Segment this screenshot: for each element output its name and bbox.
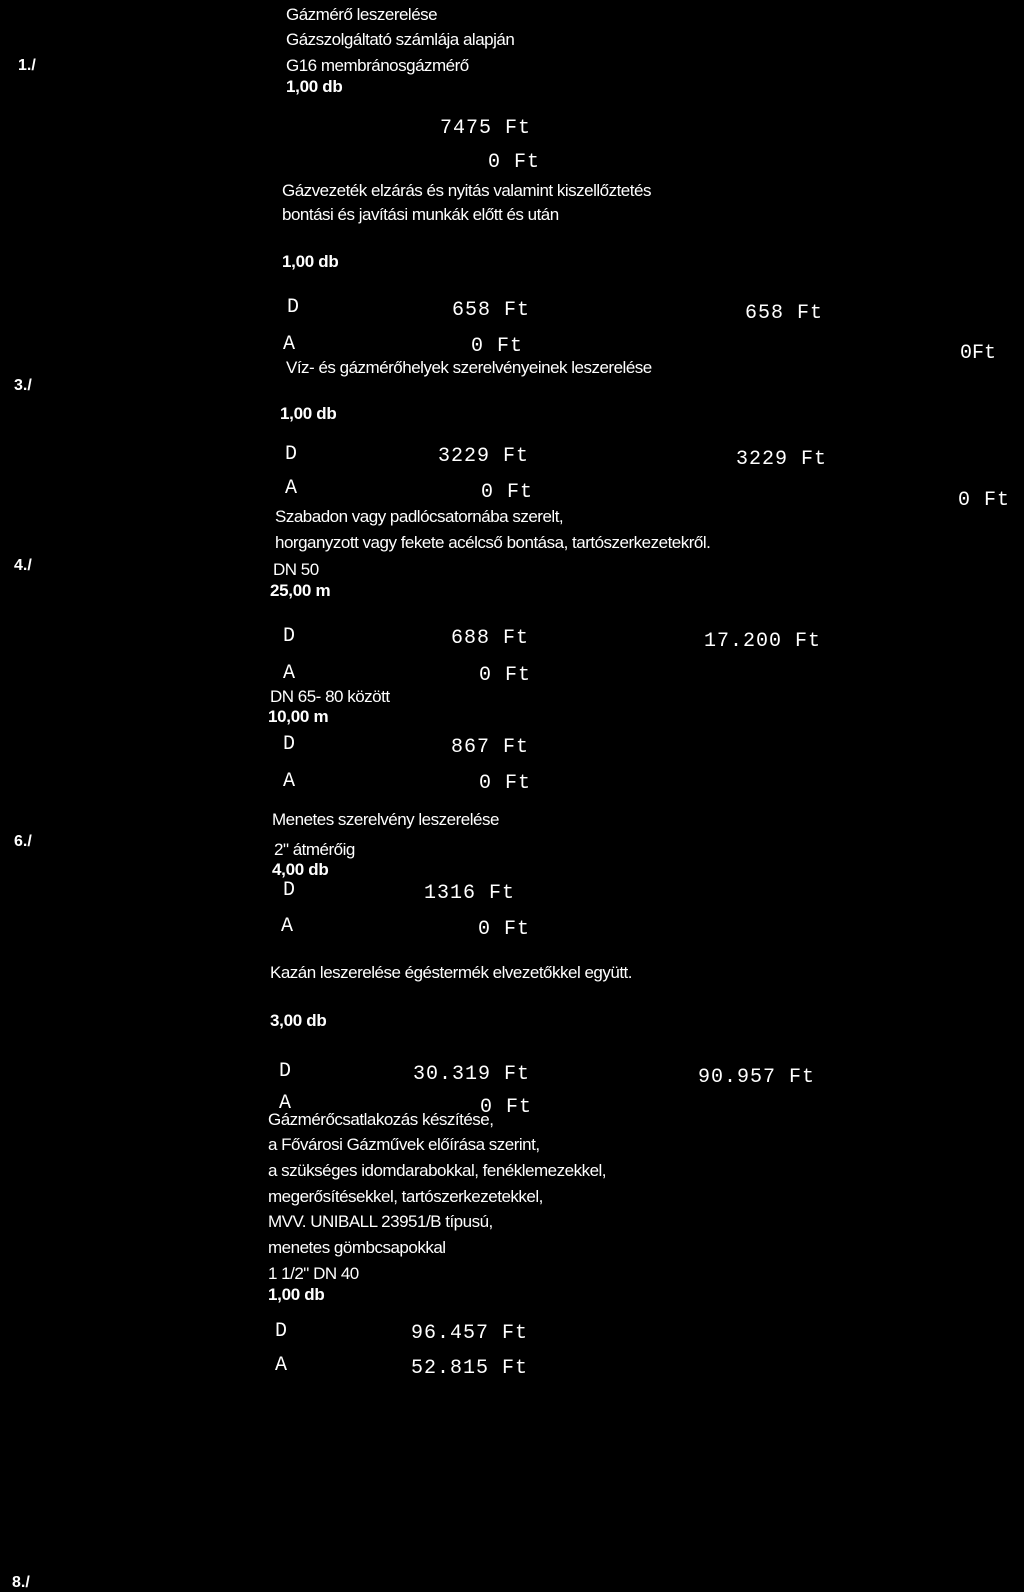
item5-dn: DN 65- 80 között — [270, 687, 390, 706]
item1-price-a: 0 Ft — [488, 151, 541, 174]
item4-quantity: 25,00 m — [270, 581, 331, 600]
item1-meter: G16 membránosgázmérő — [286, 56, 469, 75]
item1-subtitle: Gázszolgáltató számlája alapján — [286, 30, 515, 49]
item4-a-price: 0 Ft — [479, 664, 532, 687]
item4-a-label: A — [283, 662, 297, 685]
item8-description-line3: a szükséges idomdarabokkal, fenéklemezekkel, — [268, 1161, 607, 1180]
item7-d-price: 30.319 Ft — [413, 1063, 531, 1086]
item8-description-line5: MVV. UNIBALL 23951/B típusú, — [268, 1212, 493, 1231]
item2-d-label: D — [287, 296, 301, 319]
item2-d-total: 658 Ft — [745, 302, 824, 325]
item4-d-price: 688 Ft — [451, 627, 530, 650]
item3-a-total: 0 Ft — [958, 489, 1011, 512]
item3-d-label: D — [285, 443, 299, 466]
item4-d-total: 17.200 Ft — [704, 630, 822, 653]
item2-description-line1: Gázvezeték elzárás és nyitás valamint kiszellőztetés — [282, 181, 651, 200]
item4-dn: DN 50 — [273, 560, 319, 579]
item7-a-label: A — [279, 1092, 293, 1115]
item8-d-label: D — [275, 1320, 289, 1343]
item5-a-label: A — [283, 770, 297, 793]
item3-a-label: A — [285, 477, 299, 500]
item3-d-total: 3229 Ft — [736, 448, 828, 471]
item6-quantity: 4,00 db — [272, 860, 329, 879]
item2-a-price: 0 Ft — [471, 335, 524, 358]
item6-title: Menetes szerelvény leszerelése — [272, 810, 499, 829]
item3-a-price: 0 Ft — [481, 481, 534, 504]
item8-d-price: 96.457 Ft — [411, 1322, 529, 1345]
item6-a-label: A — [281, 915, 295, 938]
item6-d-price: 1316 Ft — [424, 882, 516, 905]
item-number-3: 3./ — [14, 377, 32, 394]
item3-quantity: 1,00 db — [280, 404, 337, 423]
item-number-4: 4./ — [14, 557, 32, 574]
item1-price-d: 7475 Ft — [440, 117, 532, 140]
item3-title: Víz- és gázmérőhelyek szerelvényeinek leszerelése — [286, 358, 652, 377]
item4-d-label: D — [283, 625, 297, 648]
item7-d-label: D — [279, 1060, 293, 1083]
item7-d-total: 90.957 Ft — [698, 1066, 816, 1089]
item8-description-line4: megerősítésekkel, tartószerkezetekkel, — [268, 1187, 543, 1206]
item8-description-line1: Gázmérőcsatlakozás készítése, — [268, 1110, 494, 1129]
item2-description-line2: bontási és javítási munkák előtt és után — [282, 205, 559, 224]
item1-title: Gázmérő leszerelése — [286, 5, 438, 24]
item3-d-price: 3229 Ft — [438, 445, 530, 468]
item8-a-price: 52.815 Ft — [411, 1357, 529, 1380]
item8-size: 1 1/2" DN 40 — [268, 1264, 359, 1283]
item2-a-label: A — [283, 333, 297, 356]
item7-title: Kazán leszerelése égéstermék elvezetőkkel együtt. — [270, 963, 632, 982]
item5-d-label: D — [283, 733, 297, 756]
item5-a-price: 0 Ft — [479, 772, 532, 795]
item-number-1: 1./ — [18, 57, 36, 74]
item1-quantity: 1,00 db — [286, 77, 343, 96]
item2-d-price: 658 Ft — [452, 299, 531, 322]
item2-a-total: 0Ft — [960, 342, 997, 365]
item6-d-label: D — [283, 879, 297, 902]
item6-size: 2" átmérőig — [274, 840, 355, 859]
item8-description-line6: menetes gömbcsapokkal — [268, 1238, 446, 1257]
item4-description-line1: Szabadon vagy padlócsatornába szerelt, — [275, 507, 564, 526]
item7-quantity: 3,00 db — [270, 1011, 327, 1030]
item6-a-price: 0 Ft — [478, 918, 531, 941]
item5-d-price: 867 Ft — [451, 736, 530, 759]
item2-quantity: 1,00 db — [282, 252, 339, 271]
item8-quantity: 1,00 db — [268, 1285, 325, 1304]
item7-a-price: 0 Ft — [480, 1096, 533, 1119]
item4-description-line2: horganyzott vagy fekete acélcső bontása, tartószerkezetekről. — [275, 533, 711, 552]
item8-description-line2: a Fővárosi Gázművek előírása szerint, — [268, 1135, 540, 1154]
item-number-6: 6./ — [14, 833, 32, 850]
item5-quantity: 10,00 m — [268, 707, 329, 726]
item8-a-label: A — [275, 1354, 289, 1377]
item-number-8: 8./ — [12, 1574, 30, 1591]
